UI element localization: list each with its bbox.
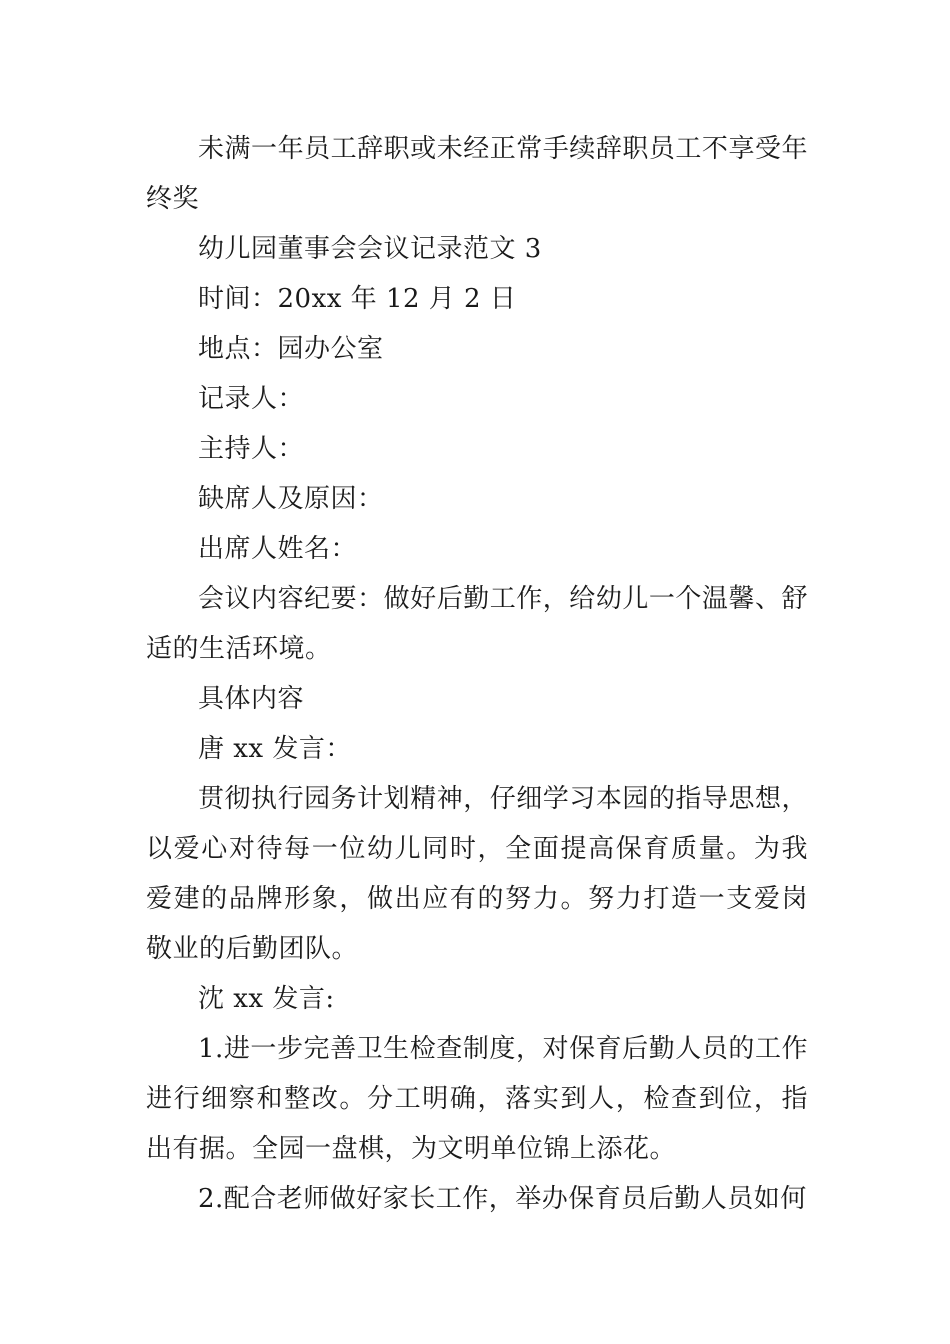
speaker-tang: 唐 xx 发言： [198,734,352,764]
meeting-absentees: 缺席人及原因： [198,484,384,514]
speaker-shen: 沈 xx 发言: [198,984,335,1014]
document-title: 幼儿园董事会会议记录范文 3 [198,234,542,264]
meeting-location: 地点：园办公室 [198,334,384,364]
paragraph-shen-item-1: 1.进一步完善卫生检查制度，对保育后勤人员的工作进行细察和整改。分工明确，落实到人，检查到位，指出有据。全园一盘棋，为文明单位锦上添花。 [146,1034,808,1164]
paragraph-tang-speech: 贯彻执行园务计划精神，仔细学习本园的指导思想，以爱心对待每一位幼儿同时，全面提高保育质量。为我爱建的品牌形象，做出应有的努力。努力打造一支爱岗敬业的后勤团队。 [146,784,808,964]
meeting-time: 时间：20xx 年 12 月 2 日 [198,284,517,314]
meeting-host: 主持人： [198,434,305,464]
meeting-recorder: 记录人： [198,384,305,414]
section-heading-details: 具体内容 [198,684,305,714]
meeting-summary: 会议内容纪要：做好后勤工作，给幼儿一个温馨、舒适的生活环境。 [146,584,808,664]
document-body [146,124,808,1224]
paragraph-shen-item-2: 2.配合老师做好家长工作，举办保育员后勤人员如何 [198,1184,807,1214]
paragraph-year-end-bonus: 未满一年员工辞职或未经正常手续辞职员工不享受年终奖 [146,134,808,214]
meeting-attendees: 出席人姓名： [198,534,358,564]
